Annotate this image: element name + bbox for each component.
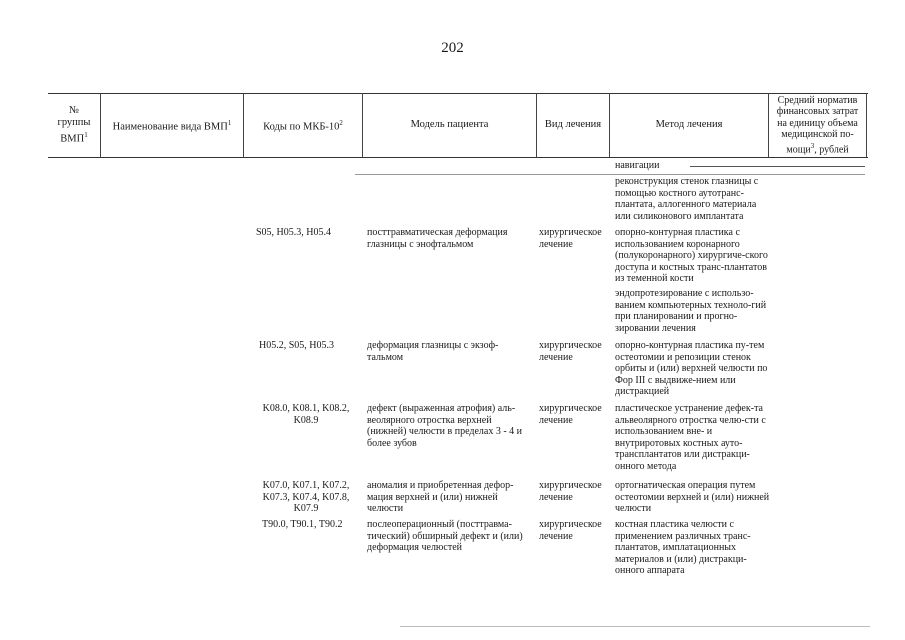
row-2-method-1: опорно-контурная пластика пу-тем остеотомии и репозиции стенок орбиты и (или) верхней челюсти по Фор III с выдвиже-нием или дистракцией	[615, 340, 768, 397]
continuation-rule	[355, 174, 865, 175]
row-5-method-1: костная пластика челюсти с применением различных транс-плантатов, имплатационных материалов и (или) дистракци-онного аппарата	[615, 519, 751, 576]
header-codes	[244, 95, 362, 155]
row-3-method-1: пластическое устранение дефек-та альвеолярного отростка челю-сти с использованием вне- и внутриротовых костных ауто-трансплантатов или дистракци-онного метода	[615, 403, 766, 472]
header-cost	[769, 95, 866, 155]
header-group-footnote: 1	[84, 130, 88, 139]
row-5-codes: T90.0, T90.1, T90.2	[262, 519, 343, 530]
header-cost-footnote: 3	[810, 141, 815, 150]
navigation-continuation: навигации	[615, 160, 660, 171]
row-4-model: аномалия и приобретенная дефор-мация верхней и (или) нижней челюсти	[367, 480, 514, 514]
row-1-method-1: опорно-контурная пластика с использованием коронарного (полукоронарного) хирургиче-ского доступа и костных транс-плантатов из теменной кости	[615, 227, 768, 284]
row-3-codes: K08.0, K08.1, K08.2, K08.9	[262, 403, 350, 426]
bottom-scan-rule	[400, 626, 870, 627]
row-1-codes: S05, H05.3, H05.4	[256, 227, 332, 238]
row-2-treatment: хирургическое лечение	[539, 340, 602, 363]
page-number: 202	[441, 40, 464, 56]
row-1-method-2: эндопротезирование с использо-ванием компьютерных техноло-гий при планировании и прогно-зировании лечения	[615, 288, 767, 334]
header-group-label: № группы ВМП	[57, 104, 91, 145]
row-5-treatment: хирургическое лечение	[539, 519, 602, 542]
row-2-codes: H05.2, S05, H05.3	[259, 340, 335, 351]
header-name-label: Наименование вида ВМП	[112, 121, 228, 133]
navigation-rule	[690, 166, 865, 167]
header-codes-footnote: 2	[339, 118, 343, 127]
row-2-model: деформация глазницы с экзоф-тальмом	[367, 340, 499, 363]
header-codes-label: Коды по МКБ-10	[263, 121, 340, 133]
header-method-label: Метод лечения	[655, 119, 723, 130]
row-4-method-1: ортогнатическая операция путем остеотомии верхней и (или) нижней челюсти	[615, 480, 770, 514]
header-cost-suffix: , рублей	[814, 143, 849, 155]
header-treatment	[537, 95, 609, 155]
header-treatment-label: Вид лечения	[544, 119, 602, 130]
row-5-model: послеоперационный (посттравма-тический) обширный дефект и (или) деформация челюстей	[367, 519, 523, 553]
header-method	[610, 95, 768, 155]
header-top-rule	[48, 93, 868, 94]
row-3-model: дефект (выраженная атрофия) аль-веолярного отростка верхней (нижней) челюсти в пределах 3 - 4 и более зубов	[367, 403, 523, 449]
header-name-footnote: 1	[227, 118, 232, 127]
header-model	[363, 95, 536, 155]
reconstruction-method: реконструкция стенок глазницы с помощью костного аутотранс-плантата, аллогенного материала или силиконового имплантата	[615, 176, 759, 222]
header-group	[48, 95, 100, 155]
row-4-codes: K07.0, K07.1, K07.2, K07.3, K07.4, K07.8, K07.9	[262, 480, 350, 514]
header-bottom-rule	[48, 157, 868, 158]
header-name	[101, 95, 243, 155]
header-divider	[866, 93, 867, 157]
row-4-treatment: хирургическое лечение	[539, 480, 602, 503]
header-model-label: Модель пациента	[410, 119, 489, 130]
header-cost-label: Средний норматив финансовых затрат на единицу объема медицинской по-мощи	[776, 94, 859, 155]
row-1-treatment: хирургическое лечение	[539, 227, 602, 250]
row-1-model: посттравматическая деформация глазницы с энофтальмом	[367, 227, 508, 250]
row-3-treatment: хирургическое лечение	[539, 403, 602, 426]
